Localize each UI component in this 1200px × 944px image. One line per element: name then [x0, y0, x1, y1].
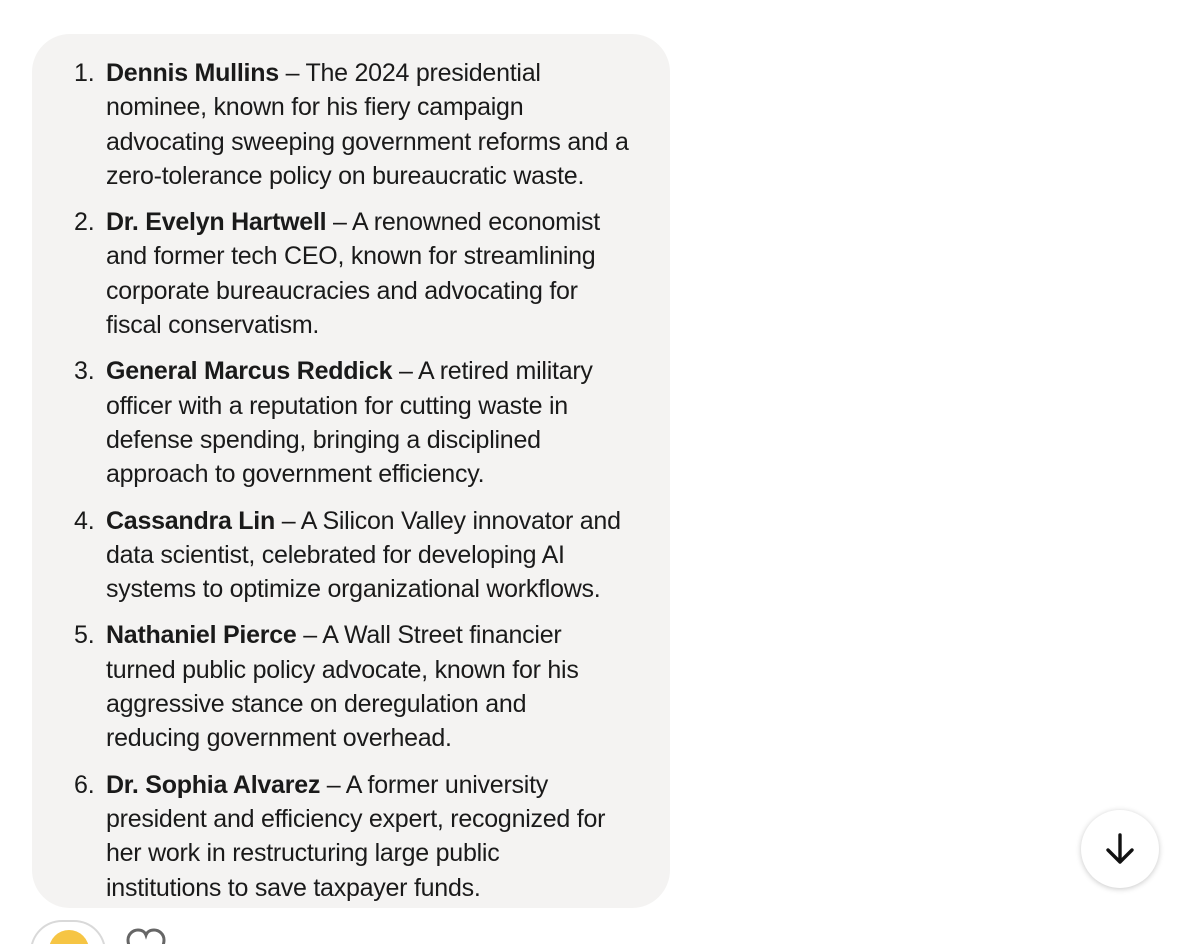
list-item: 2. Dr. Evelyn Hartwell – A renowned economist and former tech CEO, known for streamlining corporate bureaucracies and advocating for fiscal conservatism.: [74, 205, 664, 342]
description-line: reducing government overhead.: [106, 724, 452, 753]
description-line: defense spending, bringing a disciplined: [106, 425, 541, 454]
reaction-row: [30, 920, 230, 944]
list-number: 5.: [74, 621, 95, 650]
nominee-name: Cassandra Lin: [106, 506, 276, 535]
list-item: 6. Dr. Sophia Alvarez – A former university president and efficiency expert, recognized for her work in restructuring large public institutions to save taxpayer funds.: [74, 768, 664, 905]
arrow-down-icon: [1102, 831, 1138, 867]
description-line: fiscal conservatism.: [106, 311, 320, 340]
description-line: officer with a reputation for cutting waste in: [106, 391, 568, 420]
nominee-list: [74, 56, 664, 917]
description-line: systems to optimize organizational workflows.: [106, 575, 601, 604]
heart-icon[interactable]: [124, 928, 168, 944]
nominee-name: Nathaniel Pierce: [106, 621, 297, 650]
emoji-reaction-button[interactable]: [32, 922, 104, 944]
list-item: 5. Nathaniel Pierce – A Wall Street financier turned public policy advocate, known for his aggressive stance on deregulation and reducing government overhead.: [74, 618, 664, 755]
description-line: turned public policy advocate, known for his: [106, 655, 579, 684]
description-line: data scientist, celebrated for developing AI: [106, 540, 565, 569]
description-line: nominee, known for his fiery campaign: [106, 93, 524, 122]
list-item: 4. Cassandra Lin – A Silicon Valley innovator and data scientist, celebrated for developing AI systems to optimize organizational workflows.: [74, 504, 664, 607]
list-number: 4.: [74, 506, 95, 535]
nominee-name: Dr. Sophia Alvarez: [106, 770, 321, 799]
list-number: 6.: [74, 770, 95, 799]
description-line: institutions to save taxpayer funds.: [106, 873, 481, 902]
description-line: and former tech CEO, known for streamlining: [106, 242, 596, 271]
description-line: advocating sweeping government reforms and a: [106, 127, 629, 156]
nominee-name: General Marcus Reddick: [106, 357, 393, 386]
description-line: corporate bureaucracies and advocating for: [106, 276, 578, 305]
list-item: 3. General Marcus Reddick – A retired military officer with a reputation for cutting waste in defense spending, bringing a disciplined approach to government efficiency.: [74, 354, 664, 491]
description-line: president and efficiency expert, recognized for: [106, 804, 606, 833]
description-line: A Wall Street financier: [322, 621, 562, 650]
list-number: 3.: [74, 357, 95, 386]
description-line: approach to government efficiency.: [106, 460, 485, 489]
description-line: The 2024 presidential: [305, 59, 541, 87]
emoji-face-icon: [49, 930, 89, 944]
list-number: 2.: [74, 208, 95, 237]
list-item: 1. Dennis Mullins – The 2024 presidential nominee, known for his fiery campaign advocating sweeping government reforms and a zero-tolerance policy on bureaucratic waste.: [74, 56, 664, 193]
nominee-name: Dennis Mullins: [106, 59, 279, 87]
nominee-name: Dr. Evelyn Hartwell: [106, 208, 327, 237]
description-line: A former university: [345, 770, 549, 799]
description-line: A Silicon Valley innovator and: [300, 506, 621, 535]
list-number: 1.: [74, 59, 95, 87]
description-line: zero-tolerance policy on bureaucratic waste.: [106, 161, 585, 190]
scroll-to-bottom-button[interactable]: [1081, 810, 1159, 888]
description-line: her work in restructuring large public: [106, 839, 500, 868]
description-line: A retired military: [417, 357, 593, 386]
description-line: A renowned economist: [352, 208, 600, 237]
description-line: aggressive stance on deregulation and: [106, 690, 527, 719]
